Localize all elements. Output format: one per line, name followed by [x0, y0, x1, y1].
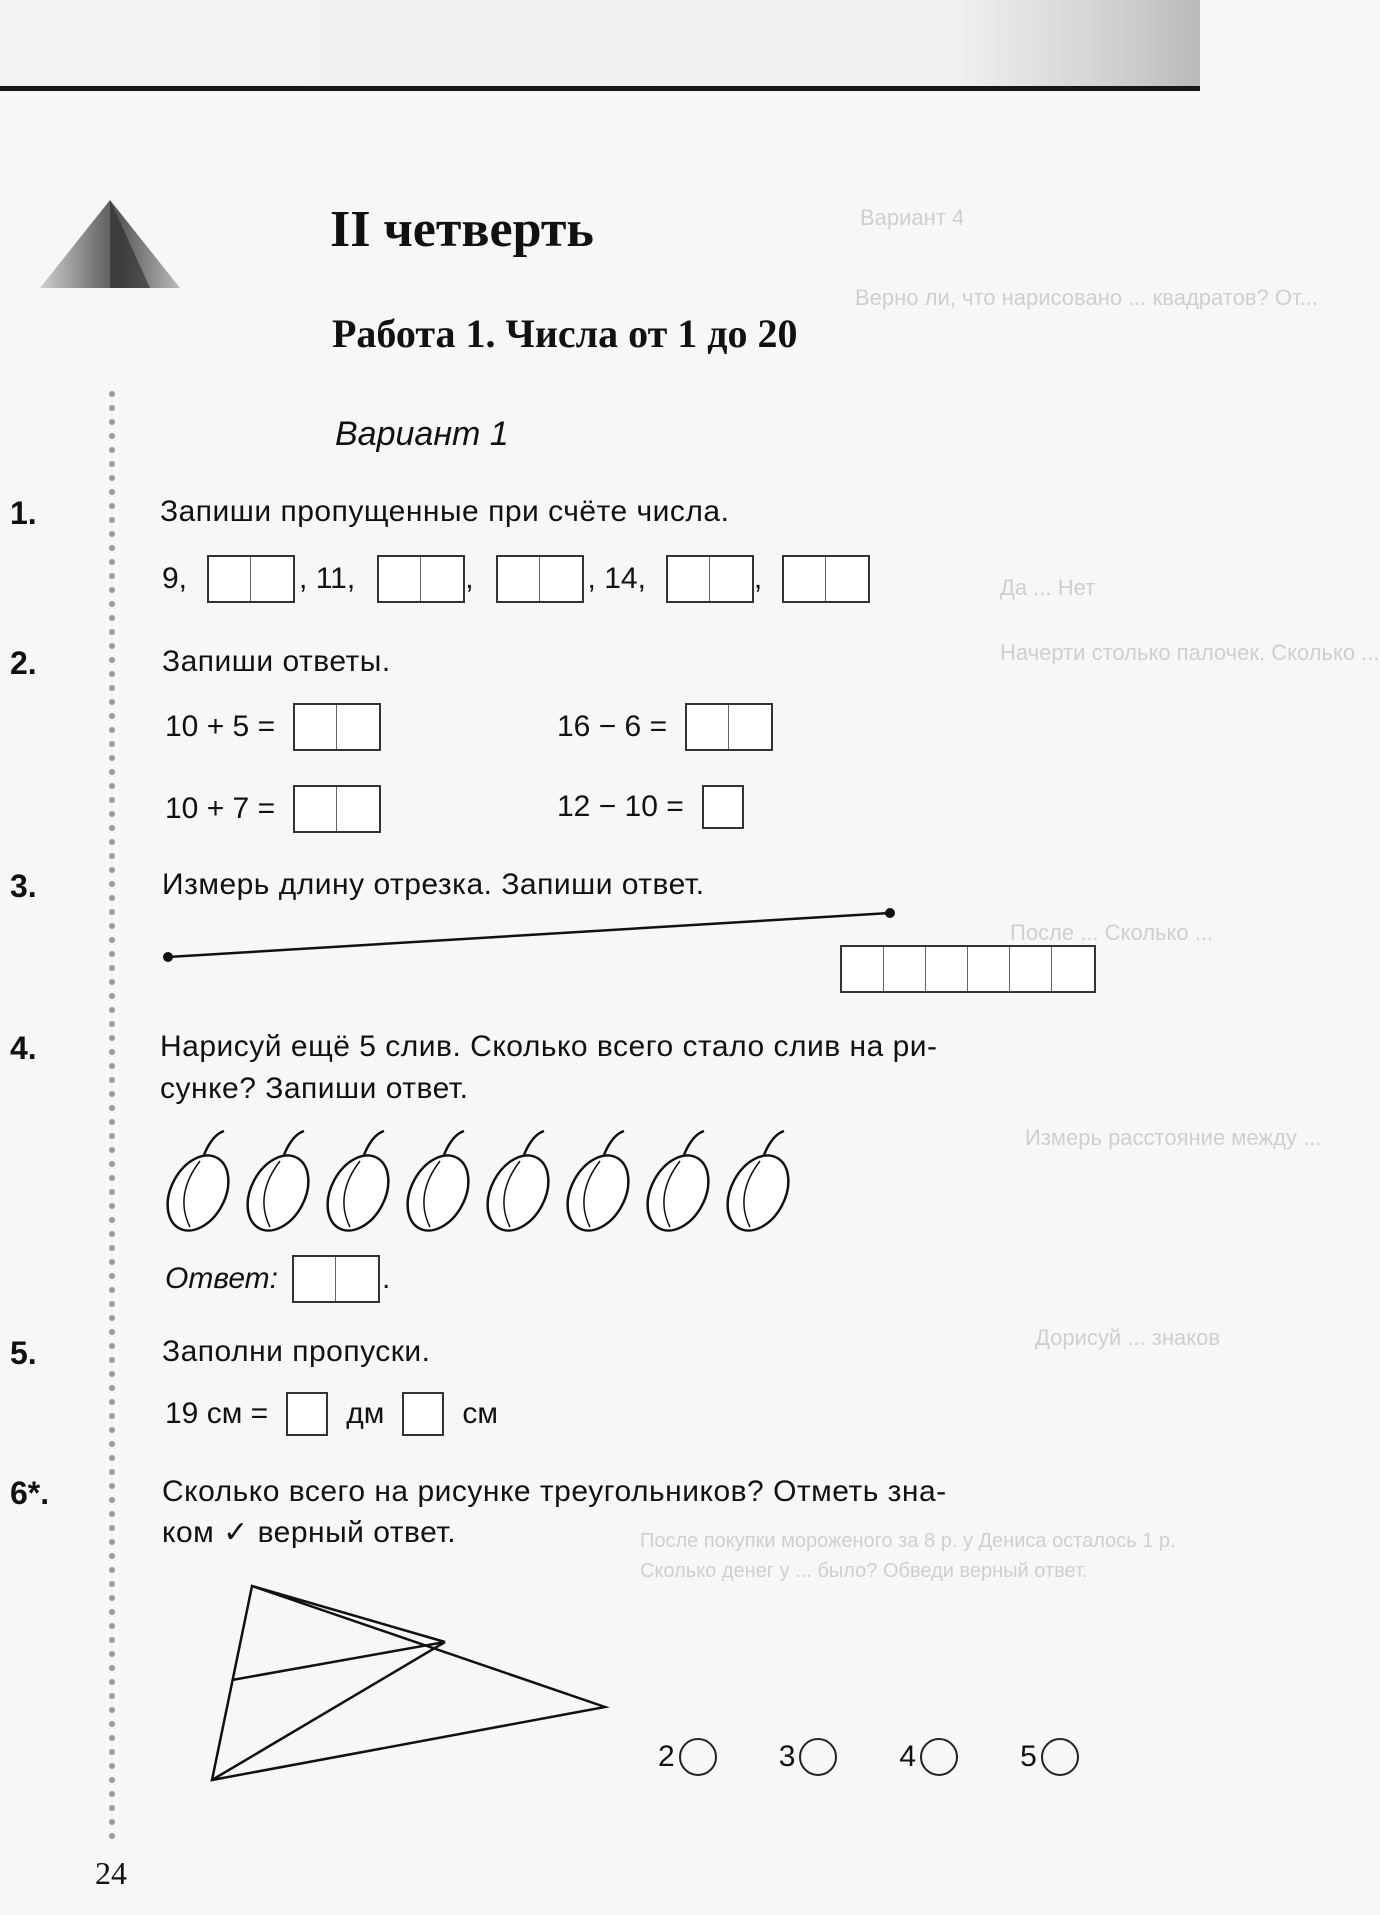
work-title: Работа 1. Числа от 1 до 20 [332, 311, 798, 356]
binding-dot [109, 1413, 115, 1419]
binding-dot [109, 1497, 115, 1503]
choices [658, 1738, 1079, 1776]
binding-dot [109, 1427, 115, 1433]
binding-dot [109, 741, 115, 747]
binding-dot [109, 1399, 115, 1405]
binding-dot [109, 517, 115, 523]
answer-cell[interactable] [702, 785, 744, 829]
binding-dot [109, 601, 115, 607]
binding-dot [109, 1385, 115, 1391]
binding-dot [109, 1091, 115, 1097]
equation: 10 + 7 = [165, 792, 276, 825]
binding-dot [109, 699, 115, 705]
binding-dot [109, 1441, 115, 1447]
binding-dot [109, 1161, 115, 1167]
binding-dot [109, 1511, 115, 1517]
task-number: 4. [10, 1030, 37, 1066]
binding-dot [109, 811, 115, 817]
binding-dot [109, 615, 115, 621]
binding-dot [109, 1609, 115, 1615]
binding-dots [105, 390, 119, 1840]
binding-dot [109, 1343, 115, 1349]
task-number: 3. [10, 868, 37, 904]
answer-cells[interactable] [207, 555, 295, 603]
equation-row [165, 703, 381, 751]
binding-dot [109, 825, 115, 831]
binding-dot [109, 531, 115, 537]
binding-dot [109, 1147, 115, 1153]
binding-dot [109, 1581, 115, 1587]
binding-dot [109, 867, 115, 873]
plum-icon [155, 1131, 240, 1241]
plum-icon [715, 1131, 800, 1241]
seq-text: , 11, [299, 562, 356, 595]
binding-dot [109, 1637, 115, 1643]
binding-dot [109, 1525, 115, 1531]
binding-dot [109, 1735, 115, 1741]
binding-dot [109, 1287, 115, 1293]
binding-dot [109, 713, 115, 719]
bleed-text: Вариант 4 [860, 205, 965, 230]
answer-cells-long[interactable] [840, 945, 1096, 993]
binding-dot [109, 573, 115, 579]
binding-dot [109, 1357, 115, 1363]
binding-dot [109, 1805, 115, 1811]
quarter-title: II четверть [330, 201, 594, 258]
binding-dot [109, 419, 115, 425]
page-top-shadow [0, 0, 1200, 90]
answer-cells[interactable] [666, 555, 754, 603]
binding-dot [109, 1371, 115, 1377]
answer-label: Ответ: [165, 1262, 278, 1295]
binding-dot [109, 685, 115, 691]
binding-dot [109, 1231, 115, 1237]
binding-dot [109, 1693, 115, 1699]
expr-left: 19 см = [165, 1397, 269, 1430]
binding-dot [109, 1035, 115, 1041]
plum-icon [635, 1131, 720, 1241]
binding-dot [109, 405, 115, 411]
binding-dot [109, 1315, 115, 1321]
equation: 16 − 6 = [557, 710, 668, 743]
line-segment [160, 905, 900, 965]
binding-dot [109, 1007, 115, 1013]
binding-dot [109, 1833, 115, 1839]
choice-circle[interactable] [1041, 1738, 1079, 1776]
binding-dot [109, 1455, 115, 1461]
task-text: Запиши ответы. [162, 645, 391, 678]
seq-text: , 14, [587, 562, 646, 595]
corner-triangle-logo [40, 200, 180, 310]
binding-dot [109, 489, 115, 495]
plum-icon [315, 1131, 400, 1241]
task-text: сунке? Запиши ответ. [160, 1072, 469, 1105]
choice-option[interactable] [658, 1738, 717, 1776]
binding-dot [109, 1777, 115, 1783]
binding-dot [109, 1329, 115, 1335]
bleed-text: Измерь расстояние между ... [1025, 1125, 1322, 1150]
binding-dot [109, 1679, 115, 1685]
binding-dot [109, 769, 115, 775]
equation: 10 + 5 = [165, 710, 276, 743]
answer-cells[interactable] [496, 555, 584, 603]
choice-label: 2 [658, 1740, 675, 1773]
binding-dot [109, 657, 115, 663]
binding-dot [109, 727, 115, 733]
conversion-row [165, 1392, 498, 1436]
binding-dot [109, 839, 115, 845]
choice-label: 4 [899, 1740, 917, 1773]
binding-dot [109, 643, 115, 649]
unit-cm: см [462, 1397, 498, 1430]
binding-dot [109, 853, 115, 859]
binding-dot [109, 1469, 115, 1475]
bleed-text: Сколько денег у ... было? Обведи верный ответ. [640, 1560, 1088, 1582]
binding-dot [109, 895, 115, 901]
binding-dot [109, 923, 115, 929]
triangles-figure [200, 1580, 620, 1790]
bleed-text: Да ... Нет [1000, 575, 1096, 600]
binding-dot [109, 797, 115, 803]
binding-dot [109, 1203, 115, 1209]
seq-text: , [465, 562, 474, 595]
binding-dot [109, 1049, 115, 1055]
binding-dot [109, 1301, 115, 1307]
bleed-text: Верно ли, что нарисовано ... квадратов? От... [855, 285, 1318, 310]
binding-dot [109, 1133, 115, 1139]
seq-text: 9, [162, 562, 188, 595]
plum-icon [395, 1131, 480, 1241]
bleed-text: После ... Сколько ... [1010, 920, 1214, 945]
binding-dot [109, 1539, 115, 1545]
binding-dot [109, 979, 115, 985]
task-text: ком ✓ верный ответ. [162, 1516, 457, 1549]
binding-dot [109, 545, 115, 551]
choice-circle[interactable] [679, 1738, 717, 1776]
task-text: Сколько всего на рисунке треугольников? Отметь зна- [162, 1475, 947, 1508]
header-rule [0, 86, 1200, 91]
binding-dot [109, 1077, 115, 1083]
binding-dot [109, 1105, 115, 1111]
answer-cell-dm[interactable] [286, 1392, 328, 1436]
binding-dot [109, 1553, 115, 1559]
choice-option[interactable] [1020, 1738, 1079, 1776]
binding-dot [109, 1119, 115, 1125]
binding-dot [109, 1217, 115, 1223]
equation-row [165, 785, 381, 833]
plum-icon [235, 1131, 320, 1241]
answer-row [165, 1255, 390, 1303]
plums-row [160, 1125, 810, 1235]
equation-row [557, 703, 773, 751]
answer-cells[interactable] [293, 785, 381, 833]
binding-dot [109, 755, 115, 761]
equation: 12 − 10 = [557, 790, 684, 823]
binding-dot [109, 909, 115, 915]
binding-dot [109, 1189, 115, 1195]
answer-cell-cm[interactable] [402, 1392, 444, 1436]
binding-dot [109, 1651, 115, 1657]
binding-dot [109, 559, 115, 565]
task-number: 5. [10, 1335, 37, 1371]
seq-text: , [753, 562, 763, 595]
binding-dot [109, 993, 115, 999]
variant-label: Вариант 1 [335, 415, 509, 453]
binding-dot [109, 1595, 115, 1601]
task-text: Заполни пропуски. [162, 1335, 431, 1368]
choice-circle[interactable] [799, 1738, 837, 1776]
binding-dot [109, 1763, 115, 1769]
binding-dot [109, 587, 115, 593]
binding-dot [109, 1175, 115, 1181]
binding-dot [109, 461, 115, 467]
binding-dot [109, 391, 115, 397]
binding-dot [109, 951, 115, 957]
binding-dot [109, 937, 115, 943]
plum-icon [475, 1131, 560, 1241]
binding-dot [109, 1021, 115, 1027]
binding-dot [109, 1259, 115, 1265]
binding-dot [109, 629, 115, 635]
answer-cells[interactable] [685, 703, 773, 751]
choice-label: 3 [778, 1740, 796, 1773]
binding-dot [109, 1483, 115, 1489]
binding-dot [109, 881, 115, 887]
task-text: Измерь длину отрезка. Запиши ответ. [162, 868, 705, 901]
binding-dot [109, 475, 115, 481]
binding-dot [109, 671, 115, 677]
bleed-text: Дорисуй ... знаков [1035, 1325, 1221, 1350]
binding-dot [109, 965, 115, 971]
binding-dot [109, 1567, 115, 1573]
sequence-row [162, 555, 870, 603]
equation-row [557, 785, 744, 829]
answer-end: . [382, 1262, 391, 1295]
binding-dot [109, 447, 115, 453]
binding-dot [109, 1749, 115, 1755]
binding-dot [109, 433, 115, 439]
page-number: 24 [95, 1855, 127, 1891]
binding-dot [109, 1791, 115, 1797]
plum-icon [555, 1131, 640, 1241]
binding-dot [109, 1063, 115, 1069]
bleed-text: После покупки мороженого за 8 р. у Дениса осталось 1 р. [640, 1530, 1176, 1552]
answer-cells[interactable] [377, 555, 465, 603]
binding-dot [109, 1721, 115, 1727]
binding-dot [109, 783, 115, 789]
choice-circle[interactable] [920, 1738, 958, 1776]
binding-dot [109, 1819, 115, 1825]
unit-dm: дм [346, 1397, 385, 1430]
answer-cells[interactable] [292, 1255, 380, 1303]
choice-label: 5 [1020, 1740, 1037, 1773]
binding-dot [109, 503, 115, 509]
choice-option[interactable] [899, 1738, 958, 1776]
task-number: 1. [10, 495, 37, 531]
binding-dot [109, 1707, 115, 1713]
answer-cells[interactable] [293, 703, 381, 751]
task-text: Нарисуй ещё 5 слив. Сколько всего стало слив на ри- [160, 1030, 938, 1063]
task-number: 6*. [10, 1475, 50, 1511]
binding-dot [109, 1623, 115, 1629]
binding-dot [109, 1665, 115, 1671]
bleed-text: Начерти столько палочек. Сколько ... [1000, 640, 1380, 665]
task-text: Запиши пропущенные при счёте числа. [160, 495, 730, 528]
binding-dot [109, 1273, 115, 1279]
choice-option[interactable] [779, 1738, 838, 1776]
answer-cells[interactable] [782, 555, 870, 603]
task-number: 2. [10, 645, 37, 681]
binding-dot [109, 1245, 115, 1251]
